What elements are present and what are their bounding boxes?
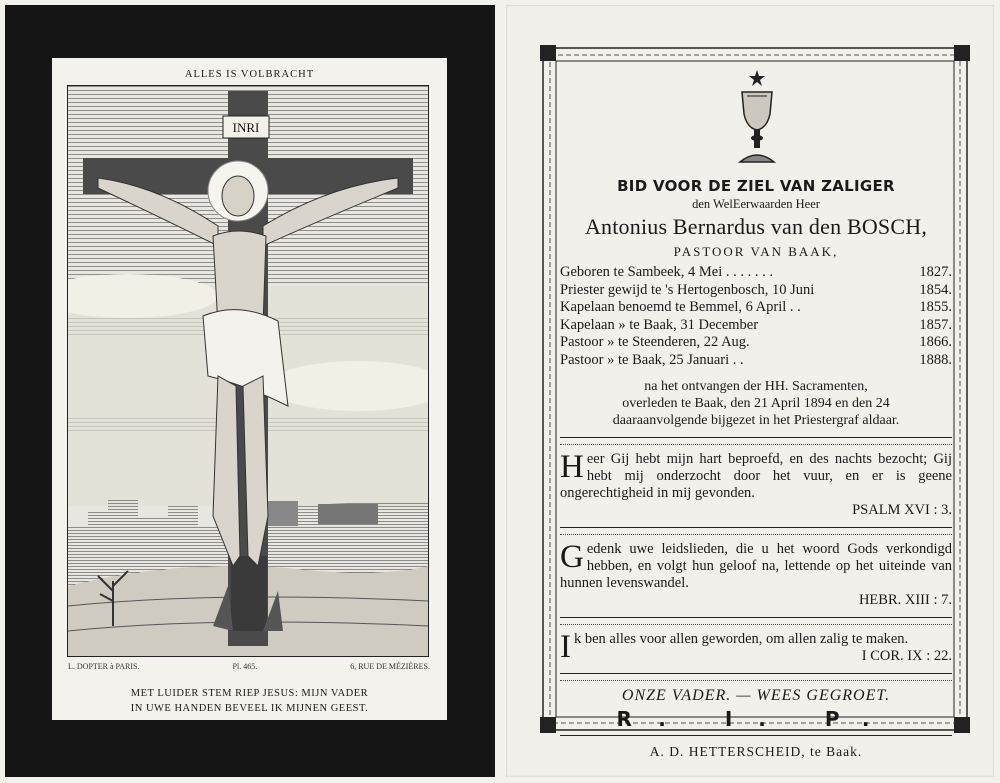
bottom-caption-line1: MET LUIDER STEM RIEP JESUS: MIJN VADER: [130, 688, 369, 699]
left-card-front: [5, 5, 495, 777]
crucifixion-engraving: [67, 85, 429, 657]
verse-psalm: Heer Gij hebt mijn hart beproefd, en des nachts bezocht; Gij hebt mij onderzocht door het vuur, en er is geene ongerechtigheid in mij gevonden. PSALM XVI : 3.: [560, 449, 952, 518]
bio-row: Pastoor » te Baak, 25 Januari . . 1888.: [560, 351, 952, 368]
verse-hebrews: Gedenk uwe leidslieden, die u het woord Gods verkondigd hebben, en volgt hun geloof na, lettende op het uiteinde van hunnen levenswandel. HEBR. XIII : 7.: [560, 539, 952, 608]
credit-plate: Pl. 465.: [232, 662, 258, 671]
print-credits: [68, 662, 430, 671]
bio-row: Kapelaan benoemd te Bemmel, 6 April . . 1855.: [560, 299, 952, 315]
verse-corinthians: Ik ben alles voor allen geworden, om allen zalig te maken. I COR. IX : 22.: [560, 629, 952, 665]
rip-text: R. I. P.: [616, 707, 896, 731]
divider: [560, 437, 952, 445]
prayer-line: ONZE VADER. — WEES GEGROET.: [621, 687, 891, 704]
star-icon: [749, 70, 765, 86]
card-title: BID VOOR DE ZIEL VAN ZALIGER: [617, 177, 895, 195]
chalice-icon: [732, 70, 782, 168]
verse-reference: HEBR. XIII : 7.: [858, 592, 952, 608]
biography-list: [560, 264, 952, 369]
verse-reference: I COR. IX : 22.: [861, 648, 952, 664]
credit-publisher: L. DOPTER à PARIS.: [68, 662, 140, 671]
divider: [560, 527, 952, 535]
drop-cap: G: [560, 539, 584, 575]
printer-credit: A. D. HETTERSCHEID, te Baak.: [649, 744, 863, 759]
death-notice: na het ontvangen der HH. Sacramenten, overleden te Baak, den 21 April 1894 en den 24 daaraanvolgende bijgezet in het Priestergraf aldaar.: [612, 379, 900, 428]
top-caption: ALLES IS VOLBRACHT: [184, 69, 315, 80]
verse-reference: PSALM XVI : 3.: [852, 502, 952, 518]
credit-address: 6, RUE DE MÉZIÈRES.: [350, 662, 430, 671]
crucifixion-picture: [68, 86, 428, 656]
bottom-caption: [52, 686, 447, 716]
drop-cap: H: [560, 449, 584, 485]
bottom-caption-line2: IN UWE HANDEN BEVEEL IK MIJNEN GEEST.: [130, 703, 369, 714]
bio-row: Priester gewijd te 's Hertogenbosch, 10 Juni 1854.: [560, 281, 952, 298]
divider: [560, 617, 952, 625]
inri-label: INRI: [232, 120, 260, 135]
deceased-name: Antonius Bernardus van den BOSCH,: [584, 214, 928, 239]
divider: [560, 735, 952, 736]
divider: [560, 673, 952, 681]
drop-cap: I: [560, 629, 571, 665]
memorial-text: [560, 70, 952, 760]
honorific: den WelEerwaarden Heer: [692, 197, 820, 211]
bio-row: Geboren te Sambeek, 4 Mei . . . . . . . 1827.: [560, 264, 952, 280]
role-title: PASTOOR VAN BAAK,: [673, 244, 839, 259]
bio-row: Kapelaan » te Baak, 31 December 1857.: [560, 316, 952, 333]
bio-row: Pastoor » te Steenderen, 22 Aug. 1866.: [560, 334, 952, 350]
left-card-panel: [52, 58, 447, 720]
